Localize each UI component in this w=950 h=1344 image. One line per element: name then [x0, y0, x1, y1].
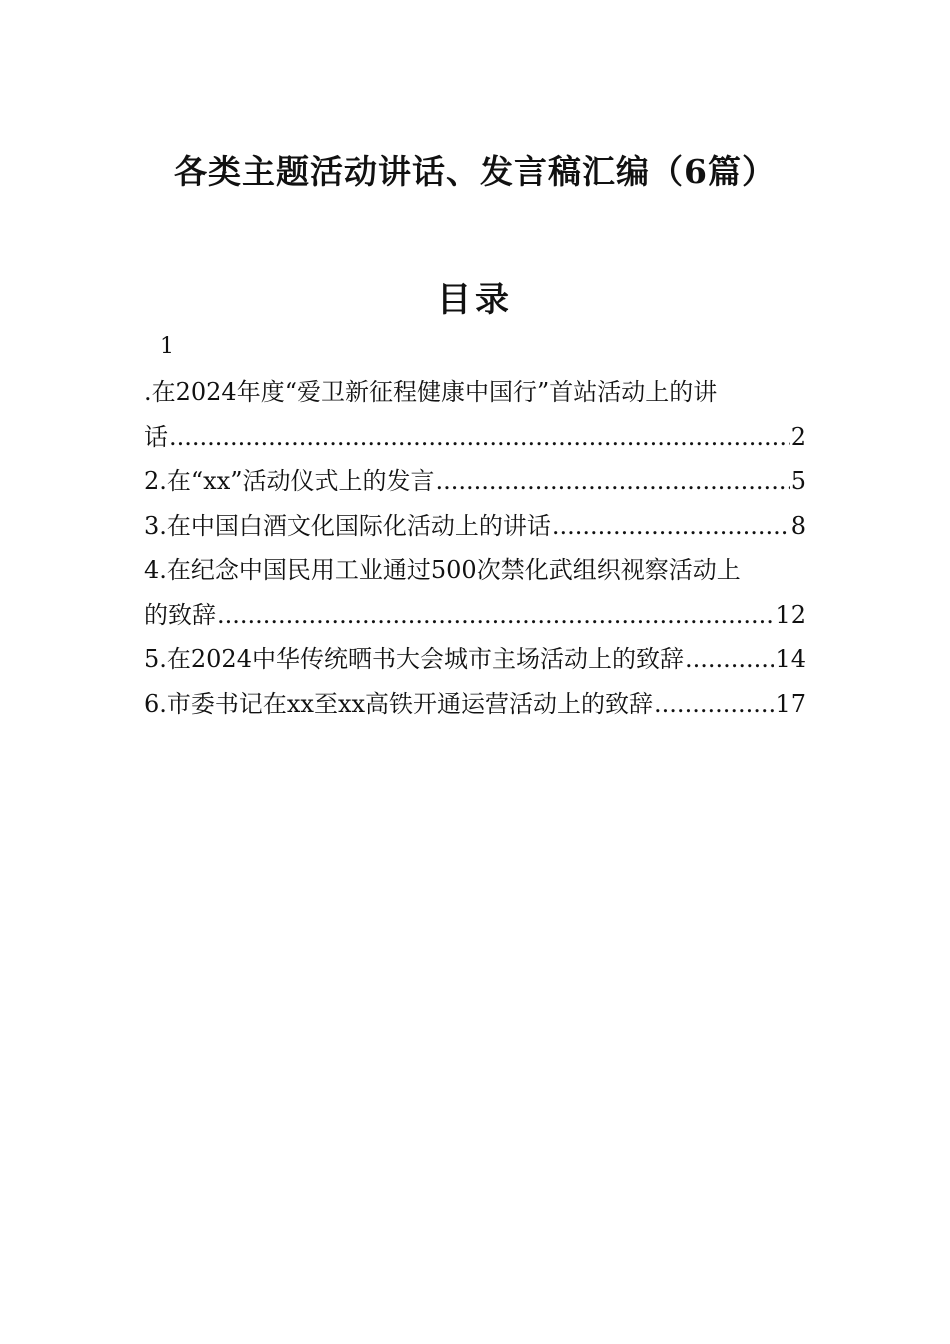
toc-leader-dots	[552, 504, 790, 549]
toc-page-number: 2	[790, 422, 806, 451]
toc-entry-title: 2.在“xx”活动仪式上的发言	[144, 467, 435, 495]
toc-leader-dots	[436, 459, 790, 504]
table-of-contents	[144, 370, 806, 726]
toc-page-number: 12	[775, 600, 806, 629]
toc-entry-title: 5.在2024中华传统晒书大会城市主场活动上的致辞	[144, 645, 684, 673]
toc-entry-title: 6.市委书记在xx至xx高铁开通运营活动上的致辞	[144, 689, 654, 718]
toc-entry[interactable]	[144, 682, 806, 727]
toc-page-number: 5	[790, 467, 806, 495]
toc-stray-number: 1	[160, 334, 174, 359]
toc-entry-title-continued: 话	[144, 422, 168, 451]
toc-page-number: 8	[790, 511, 806, 540]
toc-entry[interactable]	[144, 504, 806, 549]
toc-heading: 目录	[437, 280, 513, 320]
toc-entry-title: .在2024年度“爱卫新征程健康中国行”首站活动上的讲	[144, 378, 718, 406]
toc-entry[interactable]	[144, 548, 806, 637]
toc-entry-title: 3.在中国白酒文化国际化活动上的讲话	[144, 511, 551, 540]
toc-leader-dots	[685, 637, 774, 682]
toc-entry-title-continued: 的致辞	[144, 600, 216, 629]
toc-entry[interactable]	[144, 459, 806, 504]
toc-entry[interactable]	[144, 370, 806, 459]
document-title: 各类主题活动讲话、发言稿汇编（6篇）	[174, 152, 776, 191]
toc-leader-dots	[217, 593, 774, 638]
toc-entry-title: 4.在纪念中国民用工业通过500次禁化武组织视察活动上	[144, 556, 741, 584]
toc-entry[interactable]	[144, 637, 806, 682]
toc-page-number: 14	[775, 645, 806, 673]
toc-page-number: 17	[775, 689, 806, 718]
toc-leader-dots	[169, 415, 790, 460]
toc-leader-dots	[654, 682, 774, 727]
